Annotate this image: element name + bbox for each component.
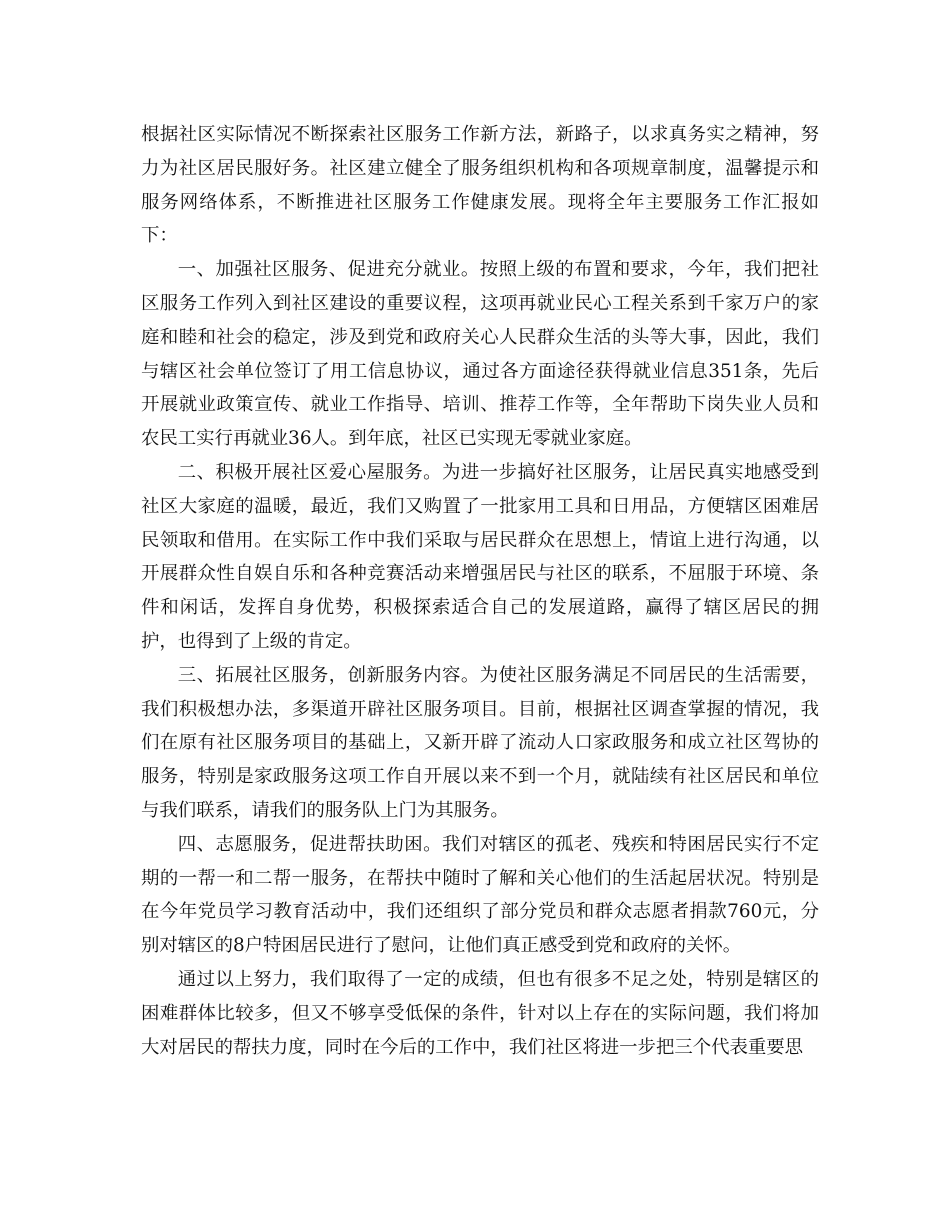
document-body xyxy=(141,118,819,1064)
paragraph-intro: 根据社区实际情况不断探索社区服务工作新方法，新路子，以求真务实之精神，努力为社区居民服好务。社区建立健全了服务组织机构和各项规章制度，温馨提示和服务网络体系，不断推进社区服务工作健康发展。现将全年主要服务工作汇报如下： xyxy=(141,124,819,247)
paragraph-expand-services: 三、拓展社区服务，创新服务内容。为使社区服务满足不同居民的生活需要，我们积极想办法，多渠道开辟社区服务项目。目前，根据社区调查掌握的情况，我们在原有社区服务项目的基础上，又新开辟了流动人口家政服务和成立社区驾协的服务，特别是家政服务这项工作自开展以来不到一个月，就陆续有社区居民和单位与我们联系，请我们的服务队上门为其服务。 xyxy=(141,664,819,821)
paragraph-volunteer: 四、志愿服务，促进帮扶助困。我们对辖区的孤老、残疾和特困居民实行不定期的一帮一和二帮一服务，在帮扶中随时了解和关心他们的生活起居状况。特别是在今年党员学习教育活动中，我们还组织了部分党员和群众志愿者捐款760元，分别对辖区的8户特困居民进行了慰问，让他们真正感受到党和政府的关怀。 xyxy=(141,833,819,957)
paragraph-conclusion: 通过以上努力，我们取得了一定的成绩，但也有很多不足之处，特别是辖区的困难群体比较多，但又不够享受低保的条件，针对以上存在的实际问题，我们将加大对居民的帮扶力度，同时在今后的工作中，我们社区将进一步把三个代表重要思 xyxy=(141,968,819,1058)
paragraph-love-house: 二、积极开展社区爱心屋服务。为进一步搞好社区服务，让居民真实地感受到社区大家庭的温暖，最近，我们又购置了一批家用工具和日用品，方便辖区困难居民领取和借用。在实际工作中我们采取与居民群众在思想上，情谊上进行沟通，以开展群众性自娱自乐和各种竞赛活动来增强居民与社区的联系，不屈服于环境、条件和闲话，发挥自身优势，积极探索适合自己的发展道路，赢得了辖区居民的拥护，也得到了上级的肯定。 xyxy=(141,461,819,652)
paragraph-employment: 一、加强社区服务、促进充分就业。按照上级的布置和要求，今年，我们把社区服务工作列入到社区建设的重要议程，这项再就业民心工程关系到千家万户的家庭和睦和社会的稳定，涉及到党和政府关心人民群众生活的头等大事，因此，我们与辖区社会单位签订了用工信息协议，通过各方面途径获得就业信息351条，先后开展就业政策宣传、就业工作指导、培训、推荐工作等，全年帮助下岗失业人员和农民工实行再就业36人。到年底，社区已实现无零就业家庭。 xyxy=(141,259,819,450)
